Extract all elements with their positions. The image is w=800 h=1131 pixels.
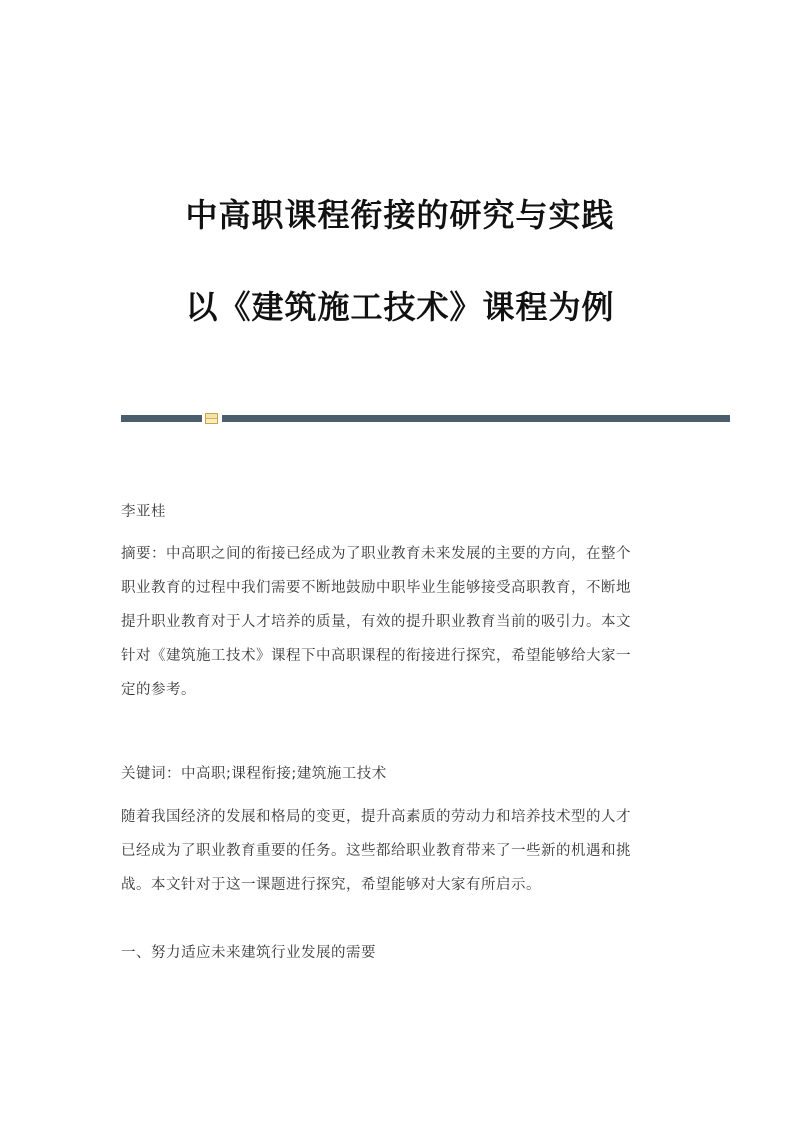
author-name: 李亚桂	[121, 504, 166, 520]
document-title-line-1: 中高职课程衔接的研究与实践	[185, 196, 615, 234]
keywords-line: 关键词：中高职;课程衔接;建筑施工技术	[121, 766, 387, 782]
title-divider-left	[121, 415, 202, 422]
section-heading: 一、努力适应未来建筑行业发展的需要	[121, 945, 376, 961]
abstract-line: 定的参考。	[121, 682, 196, 698]
body-paragraph	[121, 800, 681, 902]
abstract-line: 职业教育的过程中我们需要不断地鼓励中职毕业生能够接受高职教育，不断地	[121, 580, 631, 596]
body-line: 已经成为了职业教育重要的任务。这些都给职业教育带来了一些新的机遇和挑	[121, 843, 631, 859]
body-line: 战。本文针对于这一课题进行探究，希望能够对大家有所启示。	[121, 877, 541, 893]
abstract-line: 提升职业教育对于人才培养的质量，有效的提升职业教育当前的吸引力。本文	[121, 614, 631, 630]
abstract-line: 摘要：中高职之间的衔接已经成为了职业教育未来发展的主要的方向，在整个	[121, 546, 631, 562]
title-divider-right	[222, 415, 730, 422]
abstract-line: 针对《建筑施工技术》课程下中高职课程的衔接进行探究，希望能够给大家一	[121, 648, 631, 664]
body-line: 随着我国经济的发展和格局的变更，提升高素质的劳动力和培养技术型的人才	[121, 809, 631, 825]
abstract-paragraph	[121, 537, 681, 707]
document-title-line-2: 以《建筑施工技术》课程为例	[185, 288, 615, 326]
divider-ornament-icon	[205, 413, 218, 424]
